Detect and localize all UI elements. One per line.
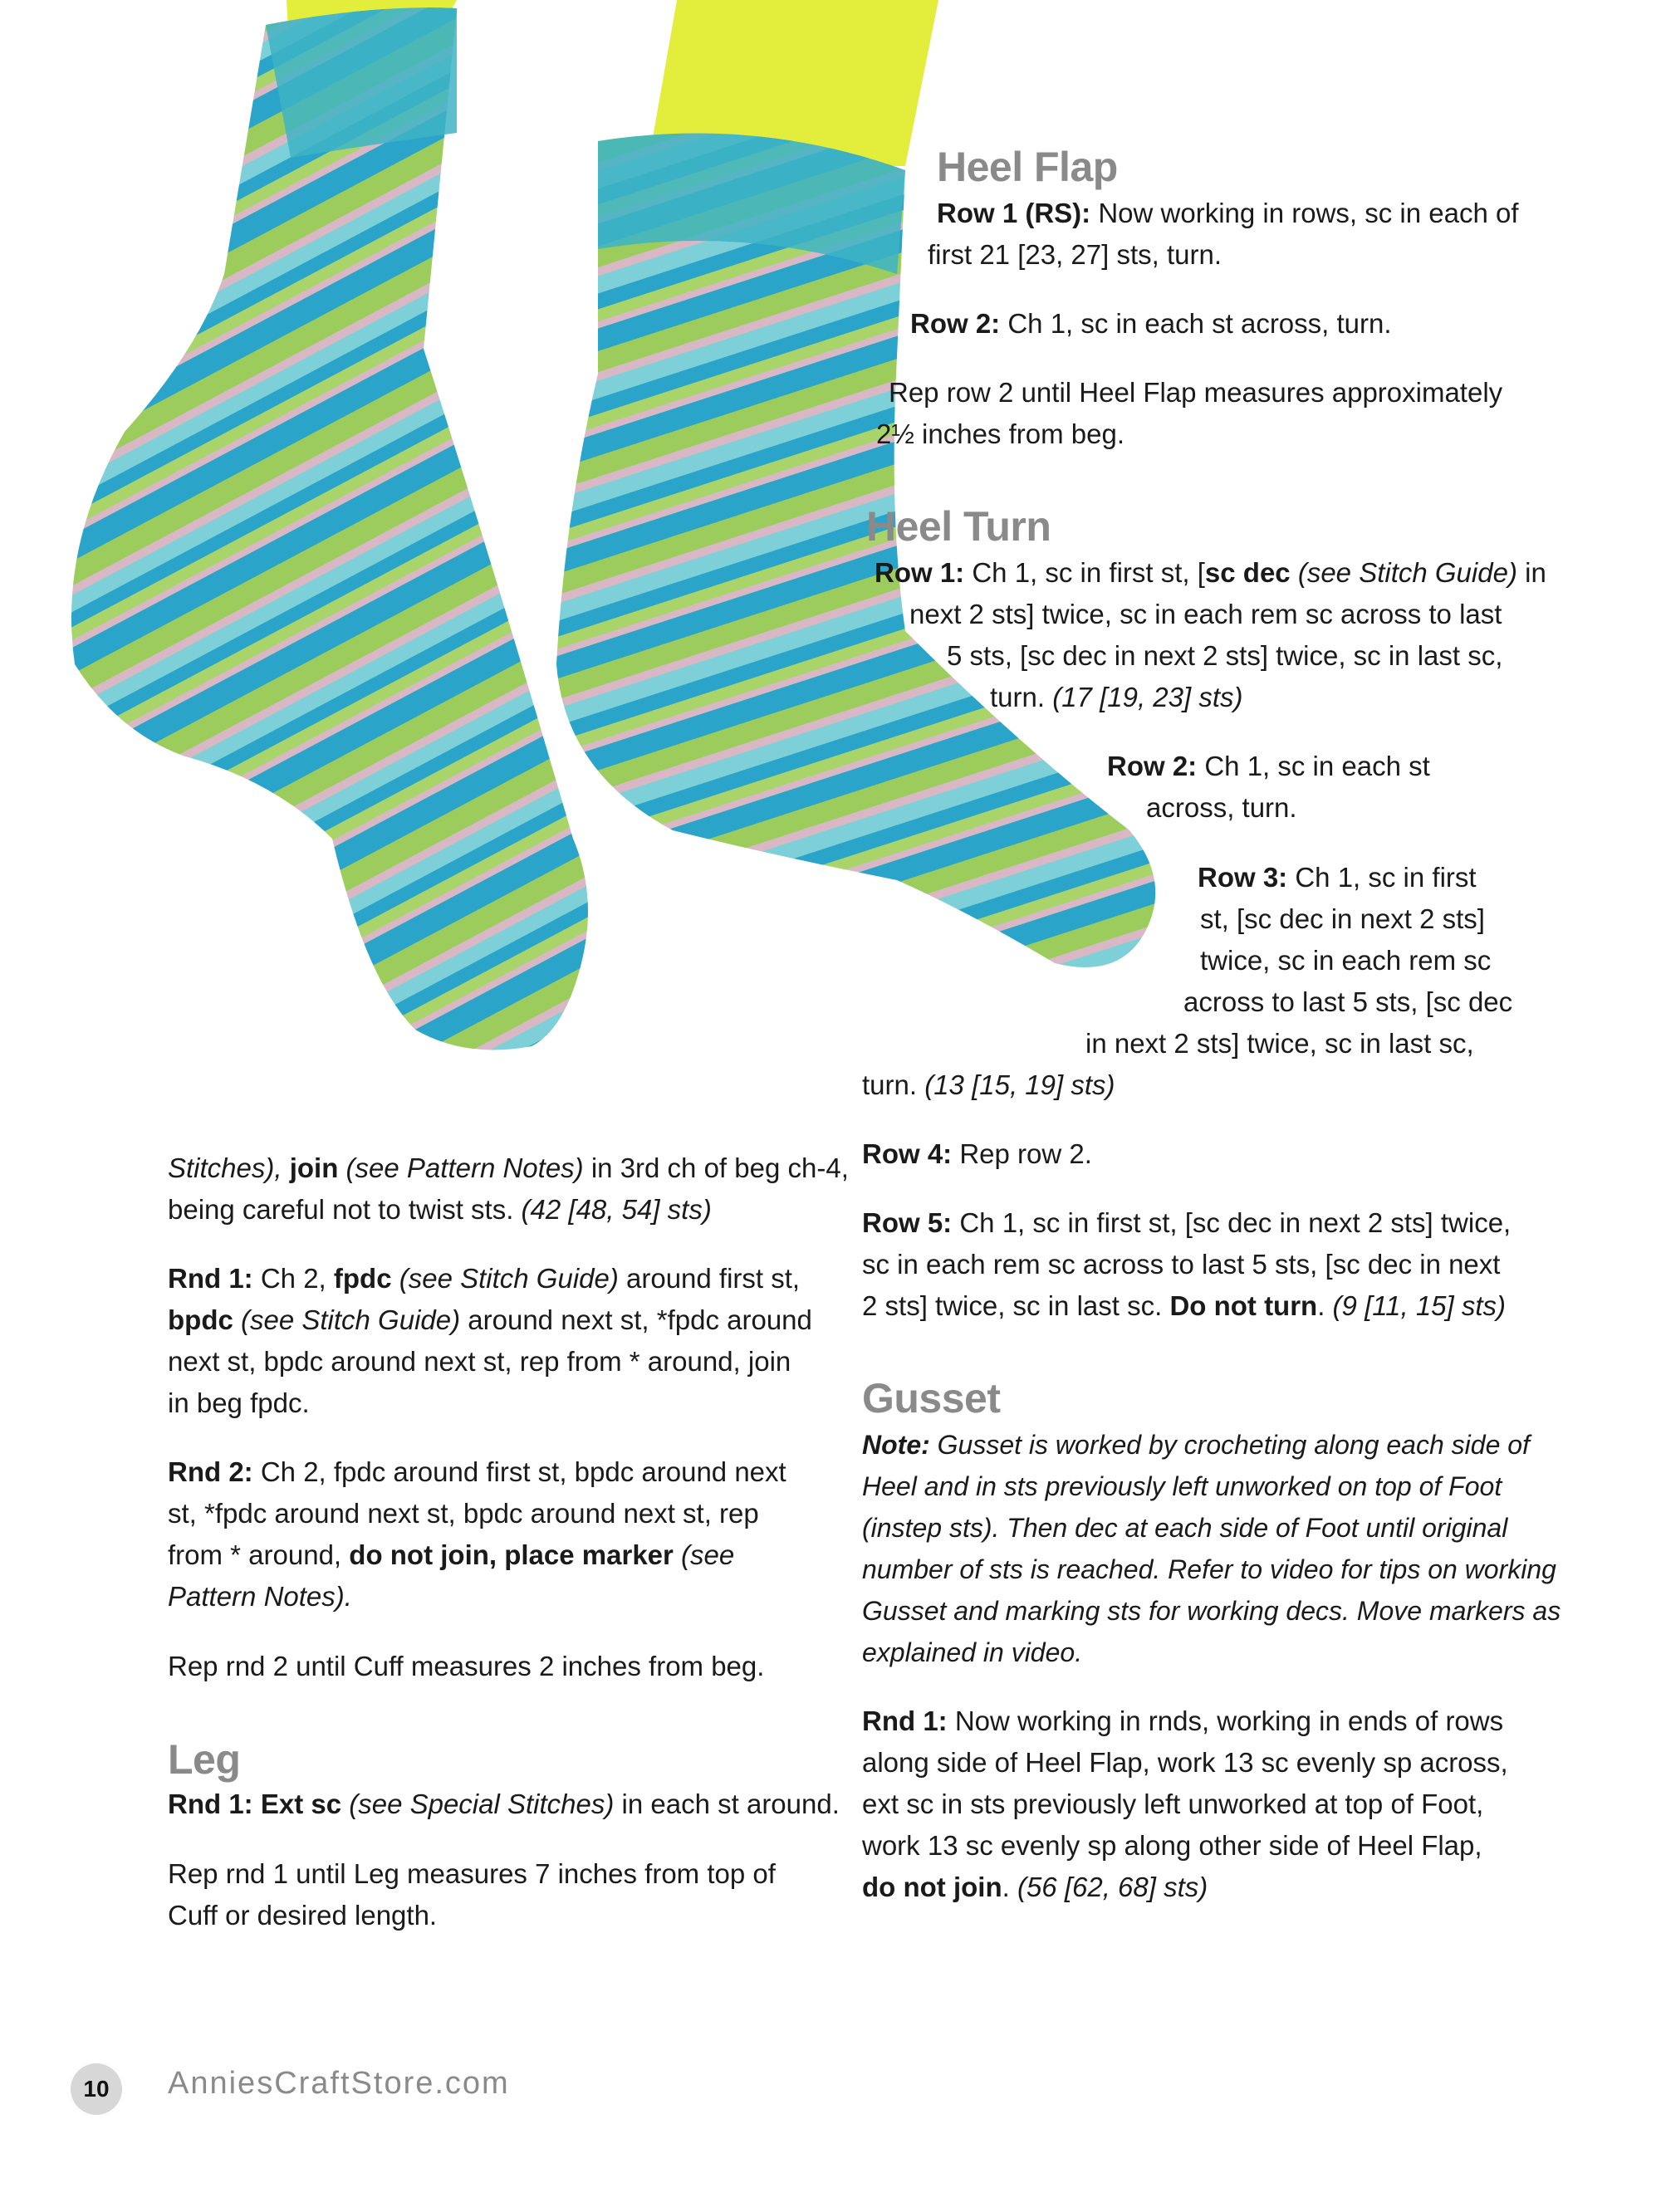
heading-heel-turn: Heel Turn [866, 503, 1051, 550]
gusset-rnd-1-b: along side of Heel Flap, work 13 sc evenly sp across, [862, 1747, 1508, 1778]
heel-flap-row-1: Row 1 (RS): Now working in rows, sc in each of [937, 198, 1519, 228]
cuff-rnd-2-b: st, *fpdc around next st, bpdc around next st, rep [168, 1498, 759, 1529]
gusset-rnd-1: Rnd 1: Now working in rnds, working in ends of rows [862, 1705, 1504, 1736]
heel-turn-row-1: Row 1: Ch 1, sc in first st, [sc dec (see Stitch Guide) in [875, 557, 1546, 588]
heading-leg: Leg [168, 1736, 241, 1783]
gusset-rnd-1-c: ext sc in sts previously left unworked at top of Foot, [862, 1789, 1484, 1819]
left-sock [71, 7, 588, 1050]
heel-turn-row-3-c: twice, sc in each rem sc [1200, 945, 1492, 976]
heel-turn-row-1-c: 5 sts, [sc dec in next 2 sts] twice, sc in last sc, [947, 640, 1503, 671]
cuff-rnd-2-d: Pattern Notes). [168, 1581, 352, 1612]
heel-flap-rep: Rep row 2 until Heel Flap measures approximately [889, 377, 1503, 408]
heel-turn-row-2-cont: across, turn. [1146, 792, 1297, 823]
gusset-note-d: number of sts is reached. Refer to video for tips on working [862, 1554, 1556, 1584]
heel-turn-row-1-d: turn. (17 [19, 23] sts) [990, 682, 1243, 712]
heel-turn-row-5-c: 2 sts] twice, sc in last sc. Do not turn. (9 [11, 15] sts) [862, 1290, 1507, 1321]
cuff-continued: Stitches), join (see Pattern Notes) in 3rd ch of beg ch-4, [168, 1152, 849, 1183]
heel-turn-row-3-f: turn. (13 [15, 19] sts) [862, 1069, 1115, 1100]
heel-turn-row-3-e: in next 2 sts] twice, sc in last sc, [1085, 1028, 1474, 1059]
heel-flap-rep-cont: 2½ inches from beg. [876, 418, 1124, 449]
gusset-note: Note: Gusset is worked by crocheting along each side of [862, 1430, 1530, 1460]
gusset-note-c: (instep sts). Then dec at each side of Foot until original [862, 1513, 1508, 1543]
cuff-rnd-2-c: from * around, do not join, place marker (see [168, 1539, 735, 1570]
gusset-note-e: Gusset and marking sts for working decs. Move markers as [862, 1596, 1561, 1626]
heel-turn-row-1-b: next 2 sts] twice, sc in each rem sc across to last [909, 599, 1502, 629]
heading-gusset: Gusset [862, 1375, 1001, 1422]
cuff-rnd-1-b: bpdc (see Stitch Guide) around next st, *fpdc around [168, 1304, 812, 1335]
heel-turn-row-3: Row 3: Ch 1, sc in first [1198, 862, 1477, 893]
heading-heel-flap: Heel Flap [937, 144, 1118, 190]
leg-rep: Rep rnd 1 until Leg measures 7 inches from top of [168, 1858, 776, 1889]
heel-flap-row-1-cont: first 21 [23, 27] sts, turn. [928, 239, 1222, 270]
heel-turn-row-3-d: across to last 5 sts, [sc dec [1183, 986, 1513, 1017]
gusset-note-b: Heel and in sts previously left unworked on top of Foot [862, 1471, 1502, 1501]
gusset-rnd-1-d: work 13 sc evenly sp along other side of Heel Flap, [862, 1830, 1482, 1861]
heel-turn-row-2: Row 2: Ch 1, sc in each st [1107, 751, 1430, 781]
site-link[interactable]: AnniesCraftStore.com [168, 2066, 510, 2101]
leg-rep-b: Cuff or desired length. [168, 1900, 438, 1931]
gusset-rnd-1-e: do not join. (56 [62, 68] sts) [862, 1872, 1208, 1902]
heel-turn-row-5-b: sc in each rem sc across to last 5 sts, [sc dec in next [862, 1249, 1501, 1280]
cuff-rnd-2: Rnd 2: Ch 2, fpdc around first st, bpdc around next [168, 1456, 786, 1487]
cuff-rep: Rep rnd 2 until Cuff measures 2 inches from beg. [168, 1651, 765, 1681]
heel-turn-row-5: Row 5: Ch 1, sc in first st, [sc dec in next 2 sts] twice, [862, 1207, 1512, 1238]
heel-turn-row-3-b: st, [sc dec in next 2 sts] [1200, 903, 1485, 934]
cuff-rnd-1-c: next st, bpdc around next st, rep from * around, join [168, 1346, 791, 1377]
heel-flap-row-2: Row 2: Ch 1, sc in each st across, turn. [910, 308, 1392, 339]
cuff-rnd-1: Rnd 1: Ch 2, fpdc (see Stitch Guide) around first st, [168, 1263, 801, 1294]
heel-turn-row-4: Row 4: Rep row 2. [862, 1138, 1092, 1169]
leg-rnd-1: Rnd 1: Ext sc (see Special Stitches) in each st around. [168, 1789, 840, 1819]
cuff-rnd-1-d: in beg fpdc. [168, 1387, 310, 1418]
cuff-continued-b: being careful not to twist sts. (42 [48, 54] sts) [168, 1194, 712, 1225]
gusset-note-f: explained in video. [862, 1637, 1083, 1667]
page-number: 10 [71, 2063, 122, 2115]
